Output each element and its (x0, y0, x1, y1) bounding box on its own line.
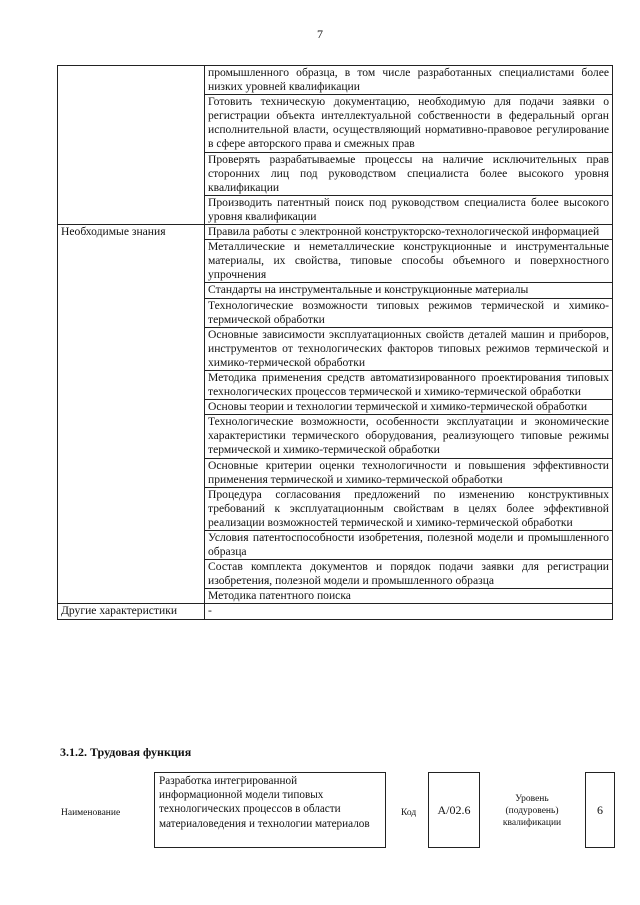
row-content: Основные зависимости эксплуатационных свойств деталей машин и приборов, инструментов от технологических факторов типовых режимов термической и химико-термической обработки (205, 327, 613, 370)
row-content: Методика патентного поиска (205, 589, 613, 604)
row-content: Готовить техническую документацию, необходимую для подачи заявки о регистрации объекта интеллектуальной собственности в федеральный орган исполнительной власти, осуществляющий нормативно-правовое регулирование в сфере авторского права и смежных прав (205, 95, 613, 152)
row-label: Другие характеристики (58, 604, 205, 619)
row-content: Процедура согласования предложений по изменению конструктивных требований к эксплуатационным свойствам в целях более эффективной реализации возможностей термической и химико-термической обработки (205, 487, 613, 530)
row-content: Технологические возможности типовых режимов термической и химико-термической обработки (205, 298, 613, 327)
name-label: Наименование (61, 808, 121, 818)
function-name-box: Разработка интегрированной информационной модели типовых технологических процессов в области материаловедения и технологии материалов (154, 772, 386, 848)
row-content: Стандарты на инструментальные и конструкционные материалы (205, 283, 613, 298)
qualification-level-box: 6 (585, 772, 615, 848)
row-content: промышленного образца, в том числе разработанных специалистами более низких уровней квалификации (205, 66, 613, 95)
function-code-box: A/02.6 (428, 772, 480, 848)
table-body (58, 66, 613, 620)
knowledge-skills-table (57, 65, 613, 620)
row-content: Проверять разрабатываемые процессы на наличие исключительных прав сторонних лиц под руководством специалиста более высокого уровня квалификации (205, 152, 613, 195)
row-content: Правила работы с электронной конструкторско-технологической информацией (205, 225, 613, 240)
row-label (58, 66, 205, 225)
row-content: Металлические и неметаллические конструкционные и инструментальные материалы, их свойства, типовые способы объемного и поверхностного упрочнения (205, 240, 613, 283)
row-content: Основы теории и технологии термической и химико-термической обработки (205, 400, 613, 415)
row-content: Технологические возможности, особенности эксплуатации и экономические характеристики термического оборудования, реализующего типовые режимы термической и химико-термической обработки (205, 415, 613, 458)
table-row (58, 604, 613, 619)
level-label: Уровень (подуровень) квалификации (502, 794, 562, 828)
row-content: Состав комплекта документов и порядок подачи заявки для регистрации изобретения, полезной модели и промышленного образца (205, 560, 613, 589)
row-label: Необходимые знания (58, 225, 205, 604)
row-content: - (205, 604, 613, 619)
labor-function-row (0, 772, 640, 852)
row-content: Основные критерии оценки технологичности и повышения эффективности применения термической и химико-термической обработки (205, 458, 613, 487)
row-content: Методика применения средств автоматизированного проектирования типовых технологических процессов термической и химико-термической обработки (205, 370, 613, 399)
code-label: Код (401, 808, 417, 818)
row-content: Производить патентный поиск под руководством специалиста более высокого уровня квалификации (205, 195, 613, 224)
table-row (58, 66, 613, 95)
row-content: Условия патентоспособности изобретения, полезной модели и промышленного образца (205, 531, 613, 560)
page-number: 7 (317, 27, 323, 41)
section-heading: 3.1.2. Трудовая функция (60, 745, 192, 759)
table-row (58, 225, 613, 240)
